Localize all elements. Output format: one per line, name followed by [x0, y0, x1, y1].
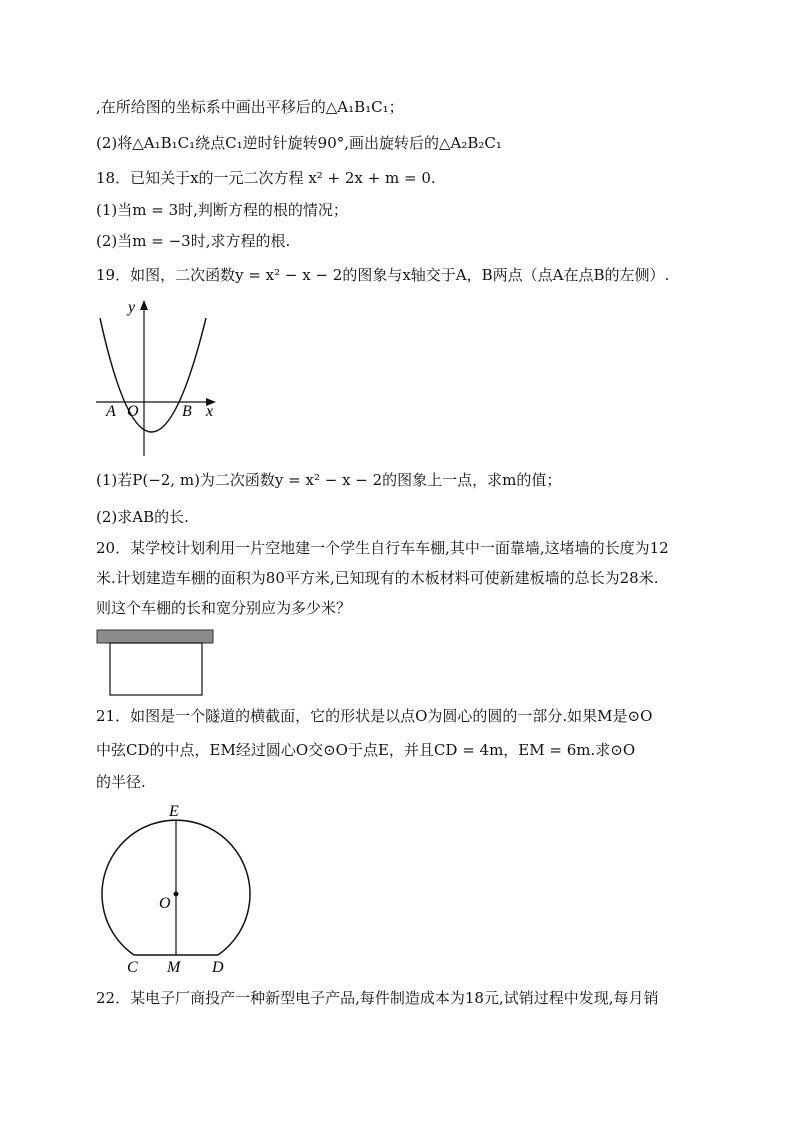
- text-line-q22: 22．某电子厂商投产一种新型电子产品,每件制造成本为18元,试销过程中发现,每月销: [96, 989, 659, 1007]
- text-line-q21-a: 21．如图是一个隧道的横截面，它的形状是以点O为圆心的圆的一部分.如果M是⊙O: [96, 707, 653, 725]
- text-line-q20-b: 米.计划建造车棚的面积为80平方米,已知现有的木板材料可使新建板墙的总长为28米.: [96, 569, 659, 587]
- point-label-O-circle: O: [159, 895, 171, 912]
- text-line-q20-c: 则这个车棚的长和宽分别应为多少米？: [96, 599, 352, 617]
- text-line-q20-a: 20．某学校计划利用一片空地建一个学生自行车车棚,其中一面靠墙,这堵墙的长度为12: [96, 539, 669, 557]
- point-label-M: M: [167, 959, 181, 976]
- parabola-figure: [94, 296, 224, 461]
- point-label-E: E: [169, 803, 179, 820]
- text-line-q18: 18．已知关于x的一元二次方程 x² + 2x + m = 0.: [96, 169, 436, 187]
- axis-label-y: y: [128, 299, 136, 316]
- text-line-q21-b: 中弦CD的中点，EM经过圆心O交⊙O于点E，并且CD = 4m，EM = 6m.求⊙O: [96, 741, 636, 759]
- axis-label-x: x: [206, 403, 214, 420]
- text-line-q19: 19．如图，二次函数y = x² − x − 2的图象与x轴交于A，B两点（点A在点B的左侧）.: [96, 266, 670, 284]
- point-label-D: D: [212, 959, 224, 976]
- point-label-B: B: [182, 403, 192, 420]
- point-label-C: C: [127, 959, 138, 976]
- text-line-q18-2: (2)当m = −3时,求方程的根.: [96, 232, 291, 250]
- point-label-O: O: [127, 403, 139, 420]
- tunnel-figure: [94, 800, 254, 980]
- text-line-1: ,在所给图的坐标系中画出平移后的△A₁B₁C₁；: [96, 98, 404, 116]
- text-line-q19-1: (1)若P(−2, m)为二次函数y = x² − x − 2的图象上一点，求m的值；: [96, 471, 562, 489]
- shed-figure: [96, 629, 216, 697]
- text-line-q21-c: 的半径.: [96, 773, 146, 791]
- text-line-q19-2: (2)求AB的长.: [96, 508, 189, 526]
- text-line-q18-1: (1)当m = 3时,判断方程的根的情况；: [96, 201, 348, 219]
- point-label-A: A: [106, 403, 116, 420]
- text-line-2: (2)将△A₁B₁C₁绕点C₁逆时针旋转90°,画出旋转后的△A₂B₂C₁: [96, 134, 502, 152]
